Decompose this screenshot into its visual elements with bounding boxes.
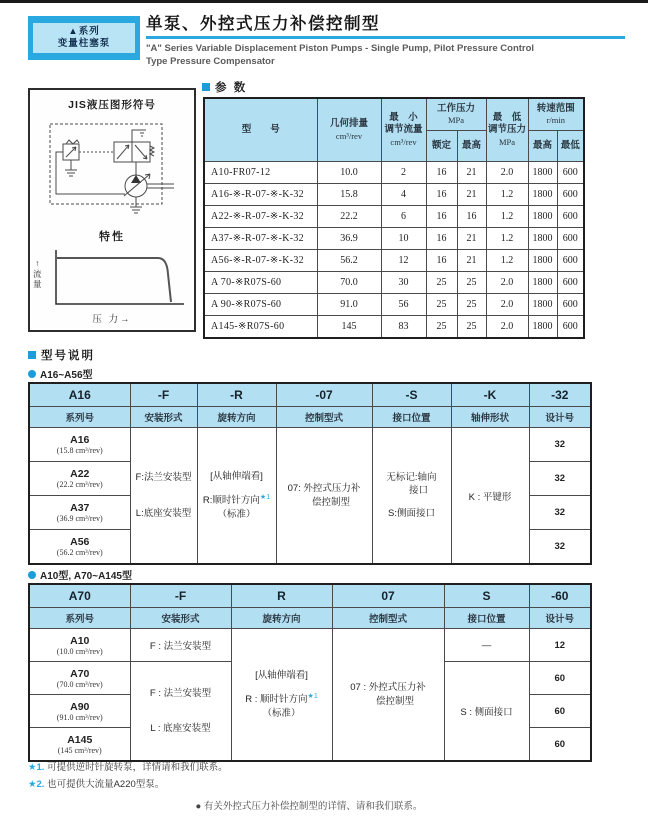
design-cell: 12: [529, 629, 591, 662]
cell-speed-min: 600: [557, 272, 584, 294]
label-mounting: 安装形式: [130, 407, 197, 428]
table-row: [204, 294, 584, 316]
col-header-model: 型 号: [204, 98, 317, 162]
cell-minflow: 2: [381, 162, 426, 184]
series-cell: A90 (91.0 cm³/rev): [29, 695, 130, 728]
cell-speed-max: 1800: [528, 206, 557, 228]
design-cell: 60: [529, 662, 591, 695]
shaft-cell: K : 平键形: [451, 428, 529, 565]
series-cell: A70 (70.0 cm³/rev): [29, 662, 130, 695]
label-port: 接口位置: [372, 407, 451, 428]
cell-displacement: 10.0: [317, 162, 381, 184]
label-design: 设计号: [529, 608, 591, 629]
design-cell: 60: [529, 695, 591, 728]
cell-speed-max: 1800: [528, 162, 557, 184]
cell-rated: 25: [426, 272, 457, 294]
star2-mark: ★2.: [28, 779, 45, 790]
jis-symbol-title: JIS液压图形符号: [68, 99, 156, 111]
cell-displacement: 145: [317, 316, 381, 339]
series-cell: A10 (10.0 cm³/rev): [29, 629, 130, 662]
cell-speed-max: 1800: [528, 272, 557, 294]
label-series: 系列号: [29, 608, 130, 629]
cell-max: 21: [457, 162, 486, 184]
cell-rated: 16: [426, 206, 457, 228]
table1-range-text: A16~A56型: [40, 370, 93, 381]
cell-speed-max: 1800: [528, 228, 557, 250]
col-header-min-flow: 最 小 调节流量 cm³/rev: [381, 98, 426, 162]
cell-displacement: 36.9: [317, 228, 381, 250]
port-cell: S : 侧面接口: [444, 662, 529, 762]
design-cell: 32: [529, 530, 591, 565]
flow-pressure-curve: [42, 246, 188, 312]
cell-minpress: 1.2: [486, 206, 528, 228]
cell-minflow: 83: [381, 316, 426, 339]
characteristics-title: 特性: [99, 231, 125, 243]
cell-rated: 25: [426, 316, 457, 339]
table-row: [204, 272, 584, 294]
series-cell: A16 (15.8 cm³/rev): [29, 428, 130, 462]
cell-max: 25: [457, 272, 486, 294]
table-row: [204, 162, 584, 184]
cell-model: A145-※R07S-60: [204, 316, 317, 339]
page-subtitle: [146, 42, 626, 69]
model-code-section-title-text: 型号说明: [41, 350, 95, 362]
label-rotation: 旋转方向: [231, 608, 332, 629]
note-ref-mark: ★1: [307, 693, 318, 701]
table1-bullet-label: [28, 366, 93, 381]
cell-minflow: 12: [381, 250, 426, 272]
code-row: [29, 383, 591, 407]
bullet-circle-icon: [28, 370, 36, 378]
cell-max: 25: [457, 294, 486, 316]
cell-rated: 16: [426, 250, 457, 272]
cell-speed-min: 600: [557, 162, 584, 184]
cell-minpress: 1.2: [486, 250, 528, 272]
design-cell: 32: [529, 496, 591, 530]
star1-mark: ★1.: [28, 762, 45, 773]
col-header-speed-min: 最低: [557, 130, 584, 162]
brand-logo-label: [33, 23, 135, 53]
design-cell: 60: [529, 728, 591, 762]
cell-rated: 16: [426, 228, 457, 250]
params-section-title-text: 参 数: [215, 82, 248, 94]
footnote-1: [28, 759, 228, 773]
code-row: [29, 584, 591, 608]
code-series: A16: [29, 383, 130, 407]
mounting-cell-a10: F : 法兰安装型: [130, 629, 231, 662]
section-bullet-square-icon: [202, 83, 210, 91]
table2-bullet-label: [28, 567, 132, 582]
code-port: S: [444, 584, 529, 608]
cell-model: A22-※-R-07-※-K-32: [204, 206, 317, 228]
parameters-table: [203, 97, 585, 339]
cell-displacement: 22.2: [317, 206, 381, 228]
table-row: [29, 629, 591, 662]
cell-minpress: 2.0: [486, 272, 528, 294]
code-mounting: -F: [130, 383, 197, 407]
col-header-min-pressure: 最 低 调节压力 MPa: [486, 98, 528, 162]
table-row: [204, 250, 584, 272]
cell-max: 21: [457, 228, 486, 250]
page-top-rule: [0, 0, 648, 3]
label-design: 设计号: [529, 407, 591, 428]
cell-rated: 16: [426, 184, 457, 206]
cell-minpress: 2.0: [486, 294, 528, 316]
label-shaft: 轴伸形状: [451, 407, 529, 428]
rotation-cell: [从轴伸端看] R : 顺时针方向$^{★1}$ （标准）: [231, 629, 332, 762]
cell-displacement: 70.0: [317, 272, 381, 294]
label-rotation: 旋转方向: [197, 407, 276, 428]
logo-series-line: ▲系列: [68, 26, 100, 38]
code-design: -60: [529, 584, 591, 608]
title-underline: [146, 36, 625, 39]
cell-speed-min: 600: [557, 250, 584, 272]
cell-model: A 70-※R07S-60: [204, 272, 317, 294]
subtitle-line-2: Type Pressure Compensator: [146, 56, 275, 68]
col-header-speed-range: 转速范围 r/min: [528, 98, 584, 130]
port-cell-a10: —: [444, 629, 529, 662]
cell-speed-min: 600: [557, 294, 584, 316]
code-series: A70: [29, 584, 130, 608]
table-row: [204, 184, 584, 206]
cell-max: 21: [457, 184, 486, 206]
col-header-working-pressure: 工作压力 MPa: [426, 98, 486, 130]
footnote-2: [28, 776, 164, 790]
label-control: 控制型式: [332, 608, 444, 629]
cell-model: A 90-※R07S-60: [204, 294, 317, 316]
cell-minflow: 10: [381, 228, 426, 250]
cell-speed-max: 1800: [528, 250, 557, 272]
cell-minpress: 1.2: [486, 184, 528, 206]
pressure-axis-label: 压 力→: [92, 314, 132, 325]
series-cell: A145 (145 cm³/rev): [29, 728, 130, 762]
cell-minflow: 4: [381, 184, 426, 206]
section-bullet-square-icon: [28, 351, 36, 359]
model-code-table-a16-a56: [28, 382, 592, 565]
design-cell: 32: [529, 428, 591, 462]
control-cell: 07: 外控式压力补 偿控制型: [276, 428, 372, 565]
cell-max: 16: [457, 206, 486, 228]
table-row: [204, 228, 584, 250]
flow-axis-char-1: 流: [33, 268, 42, 279]
brand-logo: [28, 16, 140, 60]
col-header-speed-max: 最高: [528, 130, 557, 162]
flow-axis-arrow: ↑: [35, 258, 40, 268]
series-cell: A56 (56.2 cm³/rev): [29, 530, 130, 565]
col-header-displacement: 几何排量 cm³/rev: [317, 98, 381, 162]
flow-axis-label: [33, 258, 42, 290]
table-row: [29, 428, 591, 462]
mounting-cell: F : 法兰安装型 L : 底座安装型: [130, 662, 231, 762]
cell-max: 21: [457, 250, 486, 272]
port-cell: 无标记:轴向 接口 S:侧面接口: [372, 428, 451, 565]
cell-rated: 25: [426, 294, 457, 316]
cell-speed-min: 600: [557, 184, 584, 206]
col-header-max: 最高: [457, 130, 486, 162]
code-port: -S: [372, 383, 451, 407]
code-design: -32: [529, 383, 591, 407]
col-header-rated: 额定: [426, 130, 457, 162]
cell-minpress: 2.0: [486, 162, 528, 184]
footer-contact-note: ● 有关外控式压力补偿控制型的详情、请和我们联系。: [195, 801, 423, 812]
jis-hydraulic-diagram: [36, 114, 188, 224]
label-row: [29, 407, 591, 428]
label-port: 接口位置: [444, 608, 529, 629]
footnote-1-text: 可提供逆时针旋转泵，详情请和我们联系。: [47, 762, 228, 773]
series-cell: A22 (22.2 cm³/rev): [29, 462, 130, 496]
footnote-2-text: 也可提供大流量A220型泵。: [47, 779, 165, 790]
code-shaft: -K: [451, 383, 529, 407]
cell-model: A56-※-R-07-※-K-32: [204, 250, 317, 272]
cell-speed-min: 600: [557, 206, 584, 228]
cell-model: A37-※-R-07-※-K-32: [204, 228, 317, 250]
cell-speed-max: 1800: [528, 294, 557, 316]
mounting-cell: F:法兰安装型 L:底座安装型: [130, 428, 197, 565]
code-mounting: -F: [130, 584, 231, 608]
page-title: 单泵、外控式压力补偿控制型: [146, 15, 380, 33]
flow-axis-char-2: 量: [33, 279, 42, 290]
subtitle-line-1: "A" Series Variable Displacement Piston Pumps - Single Pump, Pilot Pressure Control: [146, 43, 535, 54]
cell-rated: 16: [426, 162, 457, 184]
cell-minflow: 30: [381, 272, 426, 294]
cell-model: A16-※-R-07-※-K-32: [204, 184, 317, 206]
model-code-section-title: [28, 347, 95, 363]
table2-range-text: A10型, A70~A145型: [40, 571, 132, 582]
model-code-table-a10-a70-a145: [28, 583, 592, 762]
cell-minflow: 6: [381, 206, 426, 228]
rotation-cell: [从轴伸端看] R:顺时针方向$^{★1}$ （标准）: [197, 428, 276, 565]
cell-speed-min: 600: [557, 228, 584, 250]
cell-minflow: 56: [381, 294, 426, 316]
label-control: 控制型式: [276, 407, 372, 428]
logo-pump-line: 变量柱塞泵: [57, 38, 111, 49]
table-row: [204, 206, 584, 228]
label-series: 系列号: [29, 407, 130, 428]
cell-max: 25: [457, 316, 486, 339]
design-cell: 32: [529, 462, 591, 496]
series-cell: A37 (36.9 cm³/rev): [29, 496, 130, 530]
control-cell: 07 : 外控式压力补 偿控制型: [332, 629, 444, 762]
cell-displacement: 15.8: [317, 184, 381, 206]
cell-minpress: 2.0: [486, 316, 528, 339]
code-rotation: -R: [197, 383, 276, 407]
code-control: -07: [276, 383, 372, 407]
params-header-row-1: [204, 98, 584, 130]
table-row: [204, 316, 584, 339]
cell-displacement: 56.2: [317, 250, 381, 272]
code-rotation: R: [231, 584, 332, 608]
params-section-title: [202, 79, 247, 95]
cell-speed-max: 1800: [528, 316, 557, 339]
label-mounting: 安装形式: [130, 608, 231, 629]
note-ref-mark: ★1: [259, 494, 271, 502]
label-row: [29, 608, 591, 629]
code-control: 07: [332, 584, 444, 608]
cell-displacement: 91.0: [317, 294, 381, 316]
cell-model: A10-FR07-12: [204, 162, 317, 184]
cell-minpress: 1.2: [486, 228, 528, 250]
cell-speed-max: 1800: [528, 184, 557, 206]
bullet-circle-icon: [28, 571, 36, 579]
jis-characteristics-panel: [28, 88, 196, 332]
cell-speed-min: 600: [557, 316, 584, 339]
